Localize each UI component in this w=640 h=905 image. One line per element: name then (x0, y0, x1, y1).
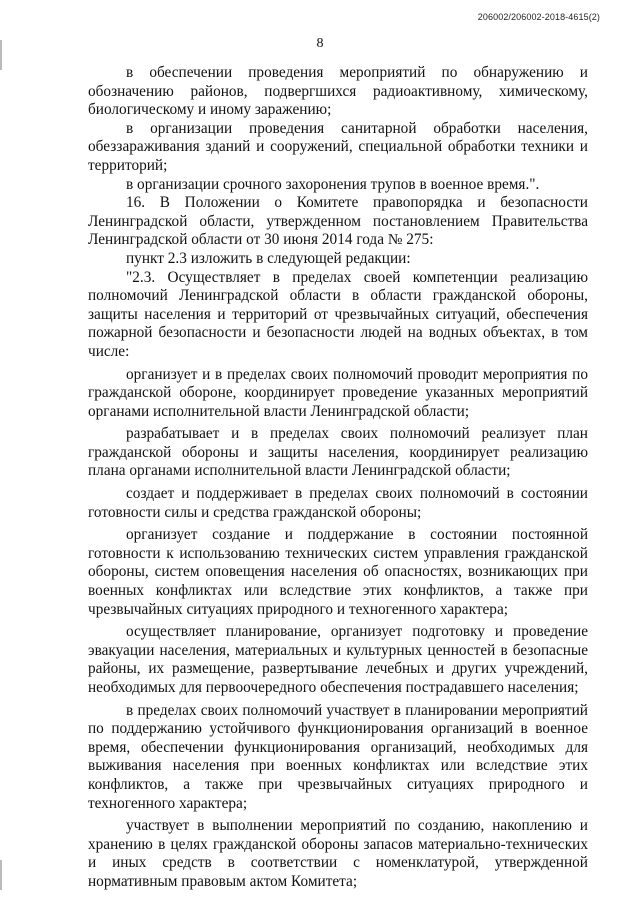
paragraph: в обеспечении проведения мероприятий по обнаружению и обозначению районов, подвергшихся радиоактивному, химическому, биологическому и иному заражению; (88, 64, 588, 119)
document-id: 206002/206002-2018-4615(2) (477, 12, 600, 22)
document-body (88, 64, 588, 892)
page-number: 8 (316, 36, 324, 51)
paragraph: в пределах своих полномочий участвует в планировании мероприятий по поддержанию устойчивого функционирования организаций в военное время, обеспечении функционирования организаций, необходимых для выживания населения при военных конфликтах или вследствие этих конфликтов, а также при чрезвычайных ситуациях природного и техногенного характера; (88, 701, 588, 812)
scan-edge-mark (0, 860, 2, 890)
paragraph: пункт 2.3 изложить в следующей редакции: (126, 249, 411, 267)
paragraph: осуществляет планирование, организует подготовку и проведение эвакуации населения, материальных и культурных ценностей в безопасные районы, их размещение, развертывание лечебных и других учреждений, необходимых для первоочередного обеспечения пострадавшего населения; (88, 623, 588, 696)
paragraph: в организации срочного захоронения трупов в военное время.". (126, 175, 540, 193)
paragraph: участвует в выполнении мероприятий по созданию, накоплению и хранению в целях гражданской обороны запасов материально-технических и иных средств в соответствии с номенклатурой, утвержденной нормативным правовым актом Комитета; (88, 817, 588, 890)
paragraph: организует и в пределах своих полномочий проводит мероприятия по гражданской обороне, координирует проведение указанных мероприятий органами исполнительной власти Ленинградской области; (88, 365, 588, 420)
paragraph: создает и поддерживает в пределах своих полномочий в состоянии готовности силы и средства гражданской обороны; (88, 485, 588, 521)
paragraph: организует создание и поддержание в состоянии постоянной готовности к использованию технических систем управления гражданской обороны, систем оповещения населения об опасностях, возникающих при военных конфликтах или вследствие этих конфликтов, а также при чрезвычайных ситуациях природного и техногенного характера; (88, 526, 588, 618)
paragraph: "2.3. Осуществляет в пределах своей компетенции реализацию полномочий Ленинградской области в области гражданской обороны, защиты населения и территорий от чрезвычайных ситуаций, обеспечения пожарной безопасности и безопасности людей на водных объектах, в том числе: (88, 268, 588, 360)
paragraph: разрабатывает и в пределах своих полномочий реализует план гражданской обороны и защиты населения, координирует реализацию плана органами исполнительной власти Ленинградской области; (88, 425, 588, 480)
paragraph: в организации проведения санитарной обработки населения, обеззараживания зданий и сооружений, специальной обработки техники и территорий; (88, 119, 588, 174)
paragraph: 16. В Положении о Комитете правопорядка и безопасности Ленинградской области, утвержденном постановлением Правительства Ленинградской области от 30 июня 2014 года № 275: (88, 194, 588, 249)
